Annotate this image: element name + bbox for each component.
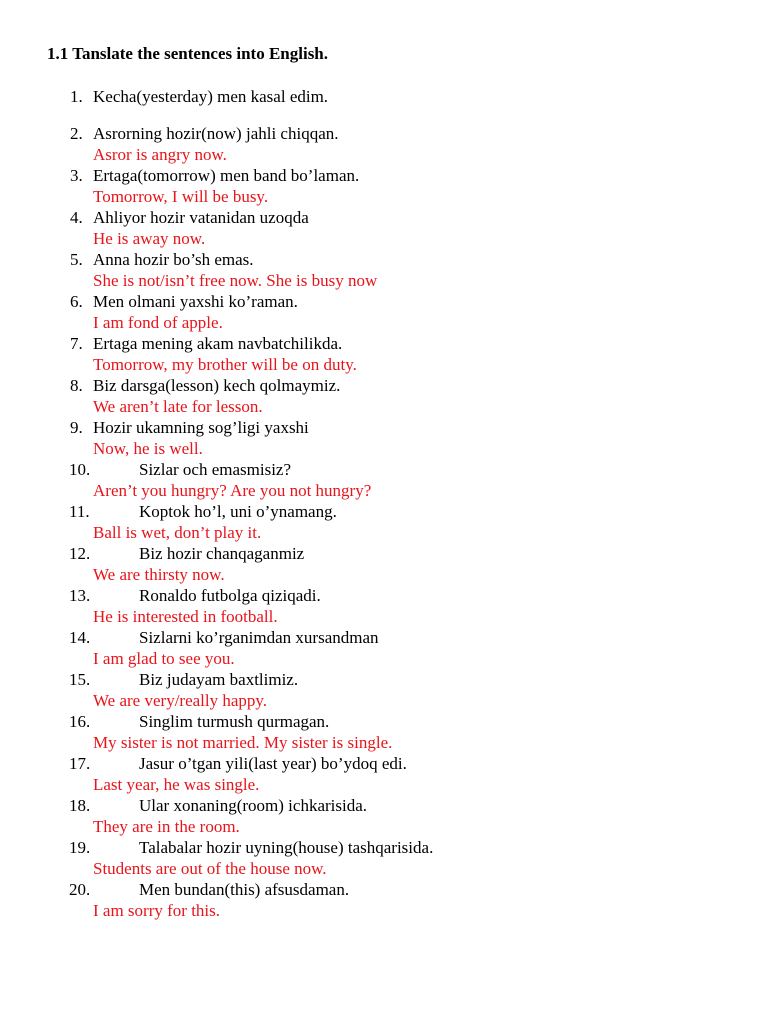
english-translation: Tomorrow, I will be busy. [93,187,269,206]
item-number: 15. [69,670,91,689]
english-translation: We aren’t late for lesson. [93,397,263,416]
uzbek-sentence: Hozir ukamning sog’ligi yaxshi [93,418,309,437]
item-number: 2. [70,124,83,143]
english-translation: I am fond of apple. [93,313,223,332]
english-translation: Tomorrow, my brother will be on duty. [93,355,357,374]
english-translation: I am sorry for this. [93,901,221,920]
item-number: 1. [70,87,83,106]
uzbek-sentence: Men bundan(this) afsusdaman. [139,880,350,899]
exercise-heading: 1.1 Tanslate the sentences into English. [47,44,329,63]
uzbek-sentence: Sizlarni ko’rganimdan xursandman [139,628,379,647]
english-translation: They are in the room. [93,817,240,836]
uzbek-sentence: Ronaldo futbolga qiziqadi. [139,586,321,605]
item-number: 11. [69,502,90,521]
item-number: 9. [70,418,83,437]
uzbek-sentence: Ertaga(tomorrow) men band bo’laman. [93,166,360,185]
uzbek-sentence: Men olmani yaxshi ko’raman. [93,292,298,311]
uzbek-sentence: Biz darsga(lesson) kech qolmaymiz. [93,376,341,395]
english-translation: Ball is wet, don’t play it. [93,523,262,542]
english-translation: Aren’t you hungry? Are you not hungry? [93,481,372,500]
item-number: 14. [69,628,91,647]
uzbek-sentence: Ahliyor hozir vatanidan uzoqda [93,208,309,227]
item-number: 7. [70,334,83,353]
uzbek-sentence: Biz judayam baxtlimiz. [139,670,299,689]
english-translation: He is away now. [93,229,206,248]
uzbek-sentence: Koptok ho’l, uni o’ynamang. [139,502,337,521]
uzbek-sentence: Singlim turmush qurmagan. [139,712,330,731]
item-number: 8. [70,376,83,395]
item-number: 17. [69,754,91,773]
item-number: 6. [70,292,83,311]
item-number: 12. [69,544,91,563]
uzbek-sentence: Asrorning hozir(now) jahli chiqqan. [93,124,339,143]
uzbek-sentence: Jasur o’tgan yili(last year) bo’ydoq edi. [139,754,407,773]
uzbek-sentence: Kecha(yesterday) men kasal edim. [93,87,329,106]
english-translation: We are very/really happy. [93,691,268,710]
english-translation: My sister is not married. My sister is single. [93,733,393,752]
item-number: 10. [69,460,91,479]
english-translation: Students are out of the house now. [93,859,327,878]
uzbek-sentence: Ular xonaning(room) ichkarisida. [139,796,368,815]
item-number: 5. [70,250,83,269]
english-translation: Now, he is well. [93,439,203,458]
english-translation: We are thirsty now. [93,565,225,584]
english-translation: I am glad to see you. [93,649,235,668]
item-number: 4. [70,208,83,227]
english-translation: He is interested in football. [93,607,278,626]
uzbek-sentence: Ertaga mening akam navbatchilikda. [93,334,343,353]
english-translation: Last year, he was single. [93,775,260,794]
item-number: 3. [70,166,83,185]
item-number: 20. [69,880,91,899]
item-number: 19. [69,838,91,857]
uzbek-sentence: Anna hozir bo’sh emas. [93,250,254,269]
uzbek-sentence: Sizlar och emasmisiz? [139,460,292,479]
uzbek-sentence: Talabalar hozir uyning(house) tashqarisida. [139,838,434,857]
item-number: 18. [69,796,91,815]
uzbek-sentence: Biz hozir chanqaganmiz [139,544,305,563]
english-translation: She is not/isn’t free now. She is busy now [93,271,378,290]
english-translation: Asror is angry now. [93,145,227,164]
item-number: 13. [69,586,91,605]
item-number: 16. [69,712,91,731]
